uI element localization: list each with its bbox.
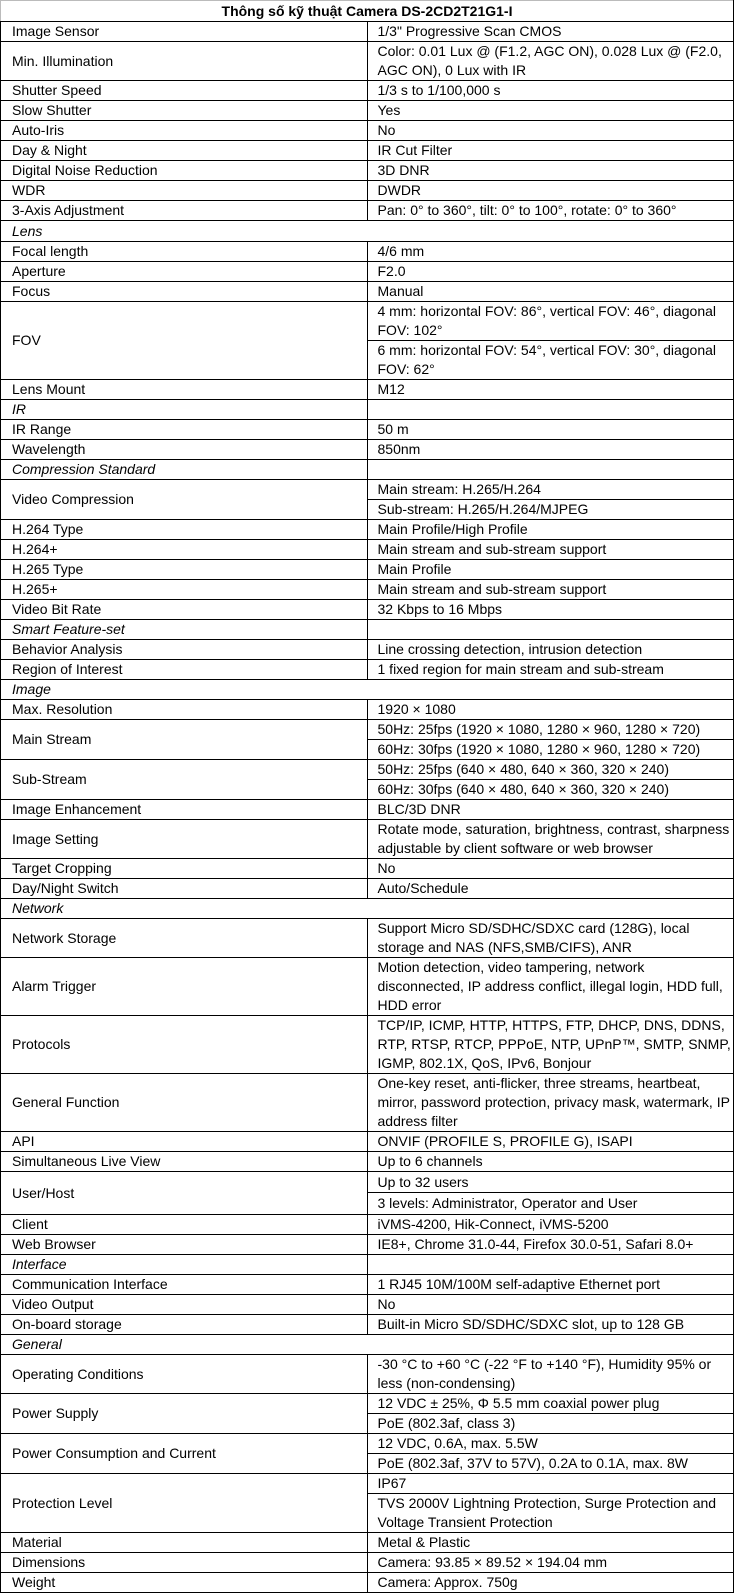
spec-value: BLC/3D DNR: [367, 800, 734, 820]
spec-row-image-enhancement: [1, 800, 734, 820]
spec-value: Yes: [367, 101, 734, 121]
spec-value: 4/6 mm: [367, 242, 734, 262]
section-heading: Smart Feature-set: [1, 620, 368, 640]
spec-value: Up to 32 users: [367, 1172, 734, 1193]
spec-value: 12 VDC ± 25%, Φ 5.5 mm coaxial power plug: [367, 1394, 734, 1414]
spec-value: Sub-stream: H.265/H.264/MJPEG: [367, 500, 734, 520]
spec-row-focus: [1, 282, 734, 302]
spec-row-simultaneous-live-view: [1, 1152, 734, 1172]
section-heading: Lens: [1, 221, 734, 242]
spec-row-auto-iris: [1, 121, 734, 141]
spec-row-on-board-storage: [1, 1315, 734, 1335]
spec-label: Protocols: [1, 1016, 368, 1074]
spec-value: 1 fixed region for main stream and sub-stream: [367, 660, 734, 680]
spec-value: 3D DNR: [367, 161, 734, 181]
section-row-general: [1, 1335, 734, 1355]
spec-label: Network Storage: [1, 919, 368, 958]
spec-row-min-illumination: [1, 42, 734, 81]
spec-value: 1920 × 1080: [367, 700, 734, 720]
spec-value: 4 mm: horizontal FOV: 86°, vertical FOV: 46°, diagonal FOV: 102°: [367, 302, 734, 341]
spec-label: Material: [1, 1533, 368, 1553]
spec-value: 850nm: [367, 440, 734, 460]
section-heading: Image: [1, 680, 734, 700]
spec-value: 6 mm: horizontal FOV: 54°, vertical FOV: 30°, diagonal FOV: 62°: [367, 341, 734, 380]
spec-value: Camera: 93.85 × 89.52 × 194.04 mm: [367, 1553, 734, 1573]
spec-row-user-host: [1, 1172, 734, 1193]
spec-row-digital-noise-reduction: [1, 161, 734, 181]
spec-value: Up to 6 channels: [367, 1152, 734, 1172]
spec-value: Camera: Approx. 750g: [367, 1573, 734, 1593]
spec-row-day-night-switch: [1, 879, 734, 899]
spec-value: 60Hz: 30fps (640 × 480, 640 × 360, 320 × 240): [367, 780, 734, 800]
spec-row-material: [1, 1533, 734, 1553]
spec-row-power-consumption-and-current: [1, 1434, 734, 1454]
spec-label: Simultaneous Live View: [1, 1152, 368, 1172]
spec-row-aperture: [1, 262, 734, 282]
spec-value: Main stream and sub-stream support: [367, 580, 734, 600]
spec-value: TCP/IP, ICMP, HTTP, HTTPS, FTP, DHCP, DNS, DDNS, RTP, RTSP, RTCP, PPPoE, NTP, UPnP™, SMTP, SNMP, IGMP, 802.1X, QoS, IPv6, Bonjour: [367, 1016, 734, 1074]
spec-label: Day & Night: [1, 141, 368, 161]
spec-value: Motion detection, video tampering, network disconnected, IP address conflict, illegal login, HDD full, HDD error: [367, 958, 734, 1016]
spec-label: Aperture: [1, 262, 368, 282]
spec-row-weight: [1, 1573, 734, 1593]
spec-value: 50Hz: 25fps (640 × 480, 640 × 360, 320 × 240): [367, 760, 734, 780]
section-row-ir: [1, 400, 734, 420]
spec-label: Image Enhancement: [1, 800, 368, 820]
section-row-smart-feature-set: [1, 620, 734, 640]
spec-value: 50Hz: 25fps (1920 × 1080, 1280 × 960, 1280 × 720): [367, 720, 734, 740]
spec-row-protocols: [1, 1016, 734, 1074]
section-row-network: [1, 899, 734, 919]
spec-label: Power Consumption and Current: [1, 1434, 368, 1474]
spec-row-ir-range: [1, 420, 734, 440]
spec-row-api: [1, 1132, 734, 1152]
spec-value: IR Cut Filter: [367, 141, 734, 161]
spec-row-focal-length: [1, 242, 734, 262]
empty-cell: [367, 460, 734, 480]
spec-label: Weight: [1, 1573, 368, 1593]
spec-row-main-stream: [1, 720, 734, 740]
spec-value: Main stream: H.265/H.264: [367, 480, 734, 500]
spec-row-fov: [1, 302, 734, 341]
spec-value: Main stream and sub-stream support: [367, 540, 734, 560]
title-row: [1, 1, 734, 22]
spec-row-lens-mount: [1, 380, 734, 400]
spec-value: 1 RJ45 10M/100M self-adaptive Ethernet port: [367, 1275, 734, 1295]
spec-value: TVS 2000V Lightning Protection, Surge Protection and Voltage Transient Protection: [367, 1494, 734, 1533]
spec-value: Metal & Plastic: [367, 1533, 734, 1553]
spec-row-wdr: [1, 181, 734, 201]
spec-label: Video Output: [1, 1295, 368, 1315]
spec-label: Digital Noise Reduction: [1, 161, 368, 181]
spec-label: API: [1, 1132, 368, 1152]
spec-value: No: [367, 859, 734, 879]
spec-label: Video Compression: [1, 480, 368, 520]
spec-label: Communication Interface: [1, 1275, 368, 1295]
spec-label: Web Browser: [1, 1235, 368, 1255]
spec-label: Focal length: [1, 242, 368, 262]
spec-row-video-output: [1, 1295, 734, 1315]
spec-row-image-sensor: [1, 22, 734, 42]
empty-cell: [367, 400, 734, 420]
spec-row-wavelength: [1, 440, 734, 460]
spec-label: Sub-Stream: [1, 760, 368, 800]
spec-row-dimensions: [1, 1553, 734, 1573]
spec-label: Dimensions: [1, 1553, 368, 1573]
spec-label: H.264+: [1, 540, 368, 560]
spec-value: 1/3 s to 1/100,000 s: [367, 81, 734, 101]
spec-label: Image Sensor: [1, 22, 368, 42]
spec-value: -30 °C to +60 °C (-22 °F to +140 °F), Humidity 95% or less (non-condensing): [367, 1355, 734, 1394]
spec-value: iVMS-4200, Hik-Connect, iVMS-5200: [367, 1215, 734, 1235]
spec-value: PoE (802.3af, class 3): [367, 1414, 734, 1434]
spec-row-day-night: [1, 141, 734, 161]
spec-value: 1/3" Progressive Scan CMOS: [367, 22, 734, 42]
spec-value: No: [367, 121, 734, 141]
spec-row-web-browser: [1, 1235, 734, 1255]
spec-label: H.264 Type: [1, 520, 368, 540]
spec-label: Day/Night Switch: [1, 879, 368, 899]
spec-label: On-board storage: [1, 1315, 368, 1335]
spec-label: Max. Resolution: [1, 700, 368, 720]
spec-row-video-compression: [1, 480, 734, 500]
spec-value: M12: [367, 380, 734, 400]
spec-row-communication-interface: [1, 1275, 734, 1295]
section-heading: IR: [1, 400, 368, 420]
spec-value: Pan: 0° to 360°, tilt: 0° to 100°, rotate: 0° to 360°: [367, 201, 734, 221]
spec-row-sub-stream: [1, 760, 734, 780]
spec-row-region-of-interest: [1, 660, 734, 680]
spec-label: Operating Conditions: [1, 1355, 368, 1394]
spec-value: 50 m: [367, 420, 734, 440]
spec-row-h-265-type: [1, 560, 734, 580]
spec-label: Target Cropping: [1, 859, 368, 879]
spec-row-target-cropping: [1, 859, 734, 879]
spec-label: Video Bit Rate: [1, 600, 368, 620]
section-row-lens: [1, 221, 734, 242]
section-heading: Compression Standard: [1, 460, 368, 480]
spec-label: WDR: [1, 181, 368, 201]
spec-row-client: [1, 1215, 734, 1235]
spec-row-video-bit-rate: [1, 600, 734, 620]
spec-value: Main Profile/High Profile: [367, 520, 734, 540]
spec-value: 32 Kbps to 16 Mbps: [367, 600, 734, 620]
spec-value: Manual: [367, 282, 734, 302]
spec-value: 3 levels: Administrator, Operator and User: [367, 1193, 734, 1215]
section-row-image: [1, 680, 734, 700]
spec-value: Built-in Micro SD/SDHC/SDXC slot, up to 128 GB: [367, 1315, 734, 1335]
spec-label: Min. Illumination: [1, 42, 368, 81]
spec-label: 3-Axis Adjustment: [1, 201, 368, 221]
spec-row-shutter-speed: [1, 81, 734, 101]
spec-row-3-axis-adjustment: [1, 201, 734, 221]
spec-value: PoE (802.3af, 37V to 57V), 0.2A to 0.1A, max. 8W: [367, 1454, 734, 1474]
spec-label: IR Range: [1, 420, 368, 440]
spec-value: Auto/Schedule: [367, 879, 734, 899]
spec-row-slow-shutter: [1, 101, 734, 121]
spec-value: 60Hz: 30fps (1920 × 1080, 1280 × 960, 1280 × 720): [367, 740, 734, 760]
section-heading: Interface: [1, 1255, 368, 1275]
spec-label: Auto-Iris: [1, 121, 368, 141]
spec-label: Lens Mount: [1, 380, 368, 400]
spec-label: Power Supply: [1, 1394, 368, 1434]
spec-label: Image Setting: [1, 820, 368, 859]
spec-value: Main Profile: [367, 560, 734, 580]
spec-label: Client: [1, 1215, 368, 1235]
spec-row-general-function: [1, 1074, 734, 1132]
spec-label: Slow Shutter: [1, 101, 368, 121]
spec-label: Alarm Trigger: [1, 958, 368, 1016]
spec-value: Color: 0.01 Lux @ (F1.2, AGC ON), 0.028 Lux @ (F2.0, AGC ON), 0 Lux with IR: [367, 42, 734, 81]
spec-value: DWDR: [367, 181, 734, 201]
spec-label: User/Host: [1, 1172, 368, 1215]
spec-label: Shutter Speed: [1, 81, 368, 101]
spec-label: Region of Interest: [1, 660, 368, 680]
spec-value: 12 VDC, 0.6A, max. 5.5W: [367, 1434, 734, 1454]
spec-label: General Function: [1, 1074, 368, 1132]
spec-value: No: [367, 1295, 734, 1315]
spec-row-network-storage: [1, 919, 734, 958]
spec-row-h-265: [1, 580, 734, 600]
spec-row-h-264-type: [1, 520, 734, 540]
spec-value: Rotate mode, saturation, brightness, contrast, sharpness adjustable by client software or web browser: [367, 820, 734, 859]
spec-label: Wavelength: [1, 440, 368, 460]
spec-value: Support Micro SD/SDHC/SDXC card (128G), local storage and NAS (NFS,SMB/CIFS), ANR: [367, 919, 734, 958]
section-row-compression-standard: [1, 460, 734, 480]
spec-row-operating-conditions: [1, 1355, 734, 1394]
section-heading: General: [1, 1335, 734, 1355]
empty-cell: [367, 620, 734, 640]
spec-label: H.265+: [1, 580, 368, 600]
table-title: Thông số kỹ thuật Camera DS-2CD2T21G1-I: [1, 1, 734, 22]
spec-value: One-key reset, anti-flicker, three streams, heartbeat, mirror, password protection, privacy mask, watermark, IP address filter: [367, 1074, 734, 1132]
spec-value: IE8+, Chrome 31.0-44, Firefox 30.0-51, Safari 8.0+: [367, 1235, 734, 1255]
spec-row-max-resolution: [1, 700, 734, 720]
spec-value: F2.0: [367, 262, 734, 282]
spec-row-image-setting: [1, 820, 734, 859]
spec-row-alarm-trigger: [1, 958, 734, 1016]
spec-label: Focus: [1, 282, 368, 302]
spec-value: IP67: [367, 1474, 734, 1494]
section-row-interface: [1, 1255, 734, 1275]
spec-value: Line crossing detection, intrusion detection: [367, 640, 734, 660]
spec-label: Protection Level: [1, 1474, 368, 1533]
spec-label: H.265 Type: [1, 560, 368, 580]
section-heading: Network: [1, 899, 734, 919]
empty-cell: [367, 1255, 734, 1275]
spec-row-behavior-analysis: [1, 640, 734, 660]
spec-value: ONVIF (PROFILE S, PROFILE G), ISAPI: [367, 1132, 734, 1152]
spec-label: Behavior Analysis: [1, 640, 368, 660]
spec-label: FOV: [1, 302, 368, 380]
spec-row-power-supply: [1, 1394, 734, 1414]
spec-label: Main Stream: [1, 720, 368, 760]
spec-row-h-264: [1, 540, 734, 560]
